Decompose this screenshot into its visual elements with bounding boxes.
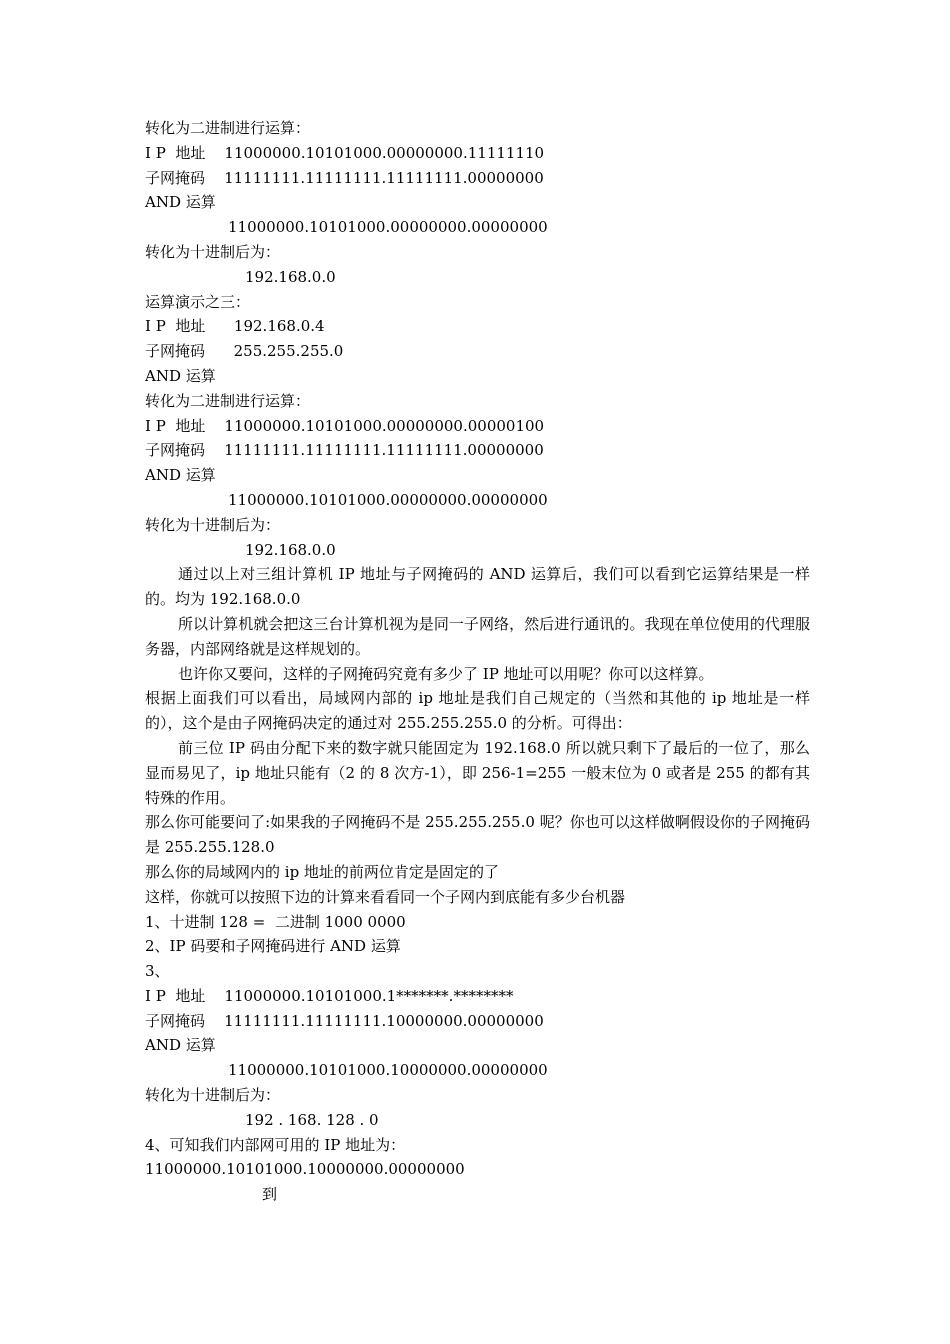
text-line: AND 运算 [145, 1036, 216, 1055]
text-line: I P 地址 11000000.10101000.1*******.******** [145, 986, 514, 1005]
list-item: 4、可知我们内部网可用的 IP 地址为： [145, 1135, 406, 1154]
text-line: 子网掩码 11111111.11111111.11111111.00000000 [145, 441, 544, 460]
text-line: 转化为二进制进行运算： [145, 119, 311, 137]
paragraph: 前三位 IP 码由分配下来的数字就只能固定为 192.168.0 所以就只剩下了最后的一位了，那么显而易见了，ip 地址只能有（2 的 8 次方-1），即 256-1=255 一般末位为 0 或者是 255 的都有其特殊的作用。 [145, 738, 810, 807]
text-line: 11000000.10101000.00000000.00000000 [228, 490, 548, 509]
paragraph: 根据上面我们可以看出，局域网内部的 ip 地址是我们自己规定的（当然和其他的 ip 地址是一样的），这个是由子网掩码决定的通过对 255.255.255.0 的分析。可得出： [145, 689, 810, 733]
text-line: 子网掩码 255.255.255.0 [145, 342, 344, 361]
text-line: 子网掩码 11111111.11111111.10000000.00000000 [145, 1011, 544, 1030]
text-line: AND 运算 [145, 466, 216, 485]
text-line: 到 [262, 1185, 278, 1204]
paragraph: 通过以上对三组计算机 IP 地址与子网掩码的 AND 运算后，我们可以看到它运算结果是一样的。均为 192.168.0.0 [145, 565, 810, 609]
text-line: AND 运算 [145, 366, 216, 385]
text-line: 11000000.10101000.00000000.00000000 [228, 218, 548, 237]
list-item: 2、IP 码要和子网掩码进行 AND 运算 [145, 937, 401, 956]
paragraph: 那么你可能要问了:如果我的子网掩码不是 255.255.255.0 呢？你也可以这样做啊假设你的子网掩码是 255.255.128.0 [145, 813, 810, 857]
text-line: I P 地址 11000000.10101000.00000000.11111110 [145, 143, 545, 162]
list-item: 1、十进制 128 = 二进制 1000 0000 [145, 912, 406, 931]
text-line: 转化为十进制后为： [145, 515, 281, 534]
text-line: 11000000.10101000.10000000.00000000 [228, 1061, 548, 1080]
paragraph: 也许你又要问，这样的子网掩码究竟有多少了 IP 地址可以用呢？你可以这样算。 [178, 664, 714, 683]
paragraph: 所以计算机就会把这三台计算机视为是同一子网络，然后进行通讯的。我现在单位使用的代理服务器，内部网络就是这样规划的。 [145, 614, 810, 658]
text-line: 运算演示之三： [145, 292, 251, 311]
text-line: 转化为十进制后为： [145, 242, 281, 261]
text-line: 子网掩码 11111111.11111111.11111111.00000000 [145, 168, 544, 187]
text-line: I P 地址 11000000.10101000.00000000.00000100 [145, 416, 545, 435]
text-line: 转化为二进制进行运算： [145, 391, 311, 410]
text-line: 那么你的局域网内的 ip 地址的前两位肯定是固定的了 [145, 862, 499, 881]
text-line: 192.168.0.0 [245, 267, 336, 286]
text-line: 这样，你就可以按照下边的计算来看看同一个子网内到底能有多少台机器 [145, 887, 626, 906]
text-line: 转化为十进制后为： [145, 1086, 281, 1105]
text-line: AND 运算 [145, 193, 216, 212]
list-item: 3、 [145, 962, 170, 981]
text-line: 192.168.0.0 [245, 540, 336, 559]
text-line: I P 地址 192.168.0.4 [145, 317, 325, 336]
text-line: 192 . 168. 128 . 0 [245, 1110, 379, 1129]
text-line: 11000000.10101000.10000000.00000000 [145, 1160, 465, 1179]
document-body [145, 116, 810, 1207]
